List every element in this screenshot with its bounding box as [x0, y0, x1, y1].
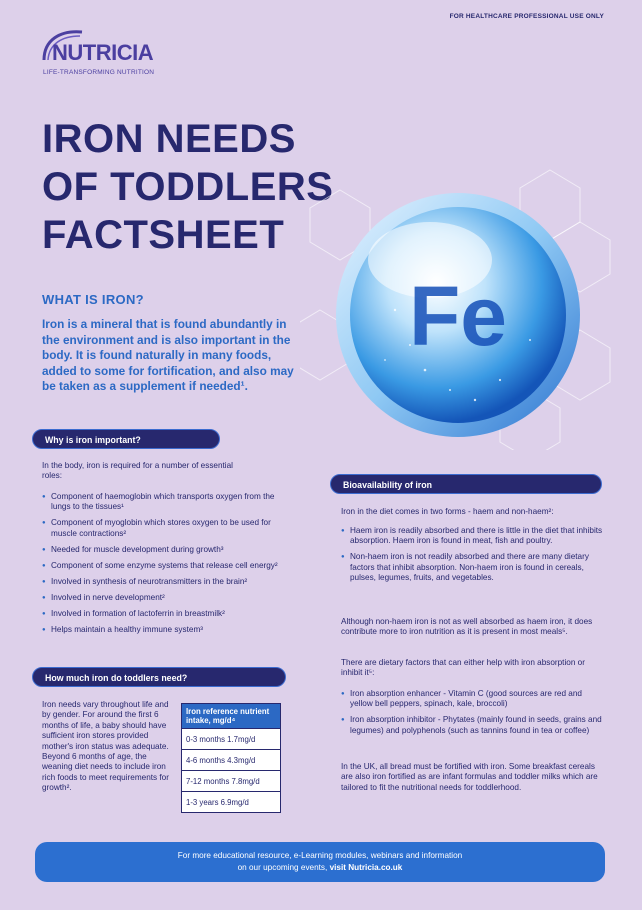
why-important-intro: In the body, iron is required for a number of essential roles:: [42, 461, 233, 481]
list-item: ● Haem iron is readily absorbed and there is little in the diet that inhibits absorption. Haem iron is found in meat, fish and poultry.: [341, 526, 603, 547]
table-row: [182, 792, 281, 813]
list-item: ● Involved in nerve development²: [42, 593, 282, 603]
title-line-3: FACTSHEET: [42, 213, 285, 257]
absorption-factors-list: [341, 689, 603, 742]
footer-line-2: [35, 862, 605, 874]
list-item: ● Non-haem iron is not readily absorbed and there are many dietary factors that inhibit absorption. Non-haem iron is found in cereals, pulses, legumes, fruits, and vegetables.: [341, 552, 603, 583]
table-row: [182, 729, 281, 750]
bioavailability-para-3: In the UK, all bread must be fortified with iron. Some breakfast cereals are also iron fortified as are infant formulas and toddler milks which are tailored to fit the nutritional needs for toddlerhood.: [341, 762, 598, 792]
bioavailability-para-1: Although non-haem iron is not as well absorbed as haem iron, it does contribute more to iron nutrition as it is present in most meals⁵.: [341, 617, 593, 637]
nutricia-logo[interactable]: [40, 26, 180, 82]
table-cell: 0-3 months 1.7mg/d: [182, 729, 281, 750]
how-much-text: Iron needs vary throughout life and by gender. For around the first 6 months of life, a baby should have sufficient iron stores provided mother's iron status was adequate. Beyond 6 months of age, the weaning diet needs to include iron rich foods to meet requirements for growth².: [42, 700, 169, 793]
iron-forms-list: [341, 526, 603, 589]
bioavailability-para-2: There are dietary factors that can either help with iron absorption or inhibit it⁵:: [341, 658, 585, 678]
iron-sphere-icon: [300, 150, 620, 450]
list-item: ● Involved in formation of lactoferrin in breastmilk²: [42, 609, 282, 619]
list-item: ● Helps maintain a healthy immune system³: [42, 625, 282, 635]
footer-line-2-text: on our upcoming events,: [237, 863, 330, 872]
how-much-heading: How much iron do toddlers need?: [32, 667, 286, 687]
logo-tagline: LIFE-TRANSFORMING NUTRITION: [43, 69, 155, 76]
why-important-list: [42, 492, 282, 641]
hcp-note: FOR HEALTHCARE PROFESSIONAL USE ONLY: [449, 13, 604, 20]
table-row: [182, 750, 281, 771]
table-row: [182, 771, 281, 792]
bioavailability-intro: Iron in the diet comes in two forms - haem and non-haem²:: [341, 507, 554, 516]
title-line-1: IRON NEEDS: [42, 117, 296, 161]
list-item: ● Iron absorption enhancer - Vitamin C (good sources are red and yellow bell peppers, spinach, kale, broccoli): [341, 689, 603, 710]
website-link[interactable]: visit Nutricia.co.uk: [329, 863, 403, 872]
footer-banner: [35, 842, 605, 882]
list-item: ● Iron absorption inhibitor - Phytates (mainly found in seeds, grains and legumes) and polyphenols (such as tannins found in tea or coffee): [341, 715, 603, 736]
fe-symbol: Fe: [408, 269, 508, 363]
bioavailability-heading: Bioavailability of iron: [330, 474, 602, 494]
what-is-iron-heading: WHAT IS IRON?: [42, 292, 144, 307]
title-line-2: OF TODDLERS: [42, 165, 334, 209]
why-important-heading: Why is iron important?: [32, 429, 220, 449]
table-header: Iron reference nutrient intake, mg/d⁴: [182, 704, 281, 729]
logo-name: NUTRICIA: [52, 40, 154, 65]
list-item: ● Component of myoglobin which stores oxygen to be used for muscle contractions²: [42, 518, 282, 539]
table-cell: 7-12 months 7.8mg/d: [182, 771, 281, 792]
table-cell: 1-3 years 6.9mg/d: [182, 792, 281, 813]
iron-reference-table: [181, 703, 281, 813]
list-item: ● Component of some enzyme systems that release cell energy²: [42, 561, 282, 571]
list-item: ● Involved in synthesis of neurotransmitters in the brain²: [42, 577, 282, 587]
footer-line-1: For more educational resource, e-Learning modules, webinars and information: [177, 851, 463, 860]
what-is-iron-text: Iron is a mineral that is found abundantly in the environment and is also important in the body. It is found naturally in many foods, added to some for fortification, and also may be taken as a supplement if needed¹.: [42, 317, 294, 394]
list-item: ● Component of haemoglobin which transports oxygen from the lungs to the tissues¹: [42, 492, 282, 513]
list-item: ● Needed for muscle development during growth³: [42, 545, 282, 555]
table-cell: 4-6 months 4.3mg/d: [182, 750, 281, 771]
